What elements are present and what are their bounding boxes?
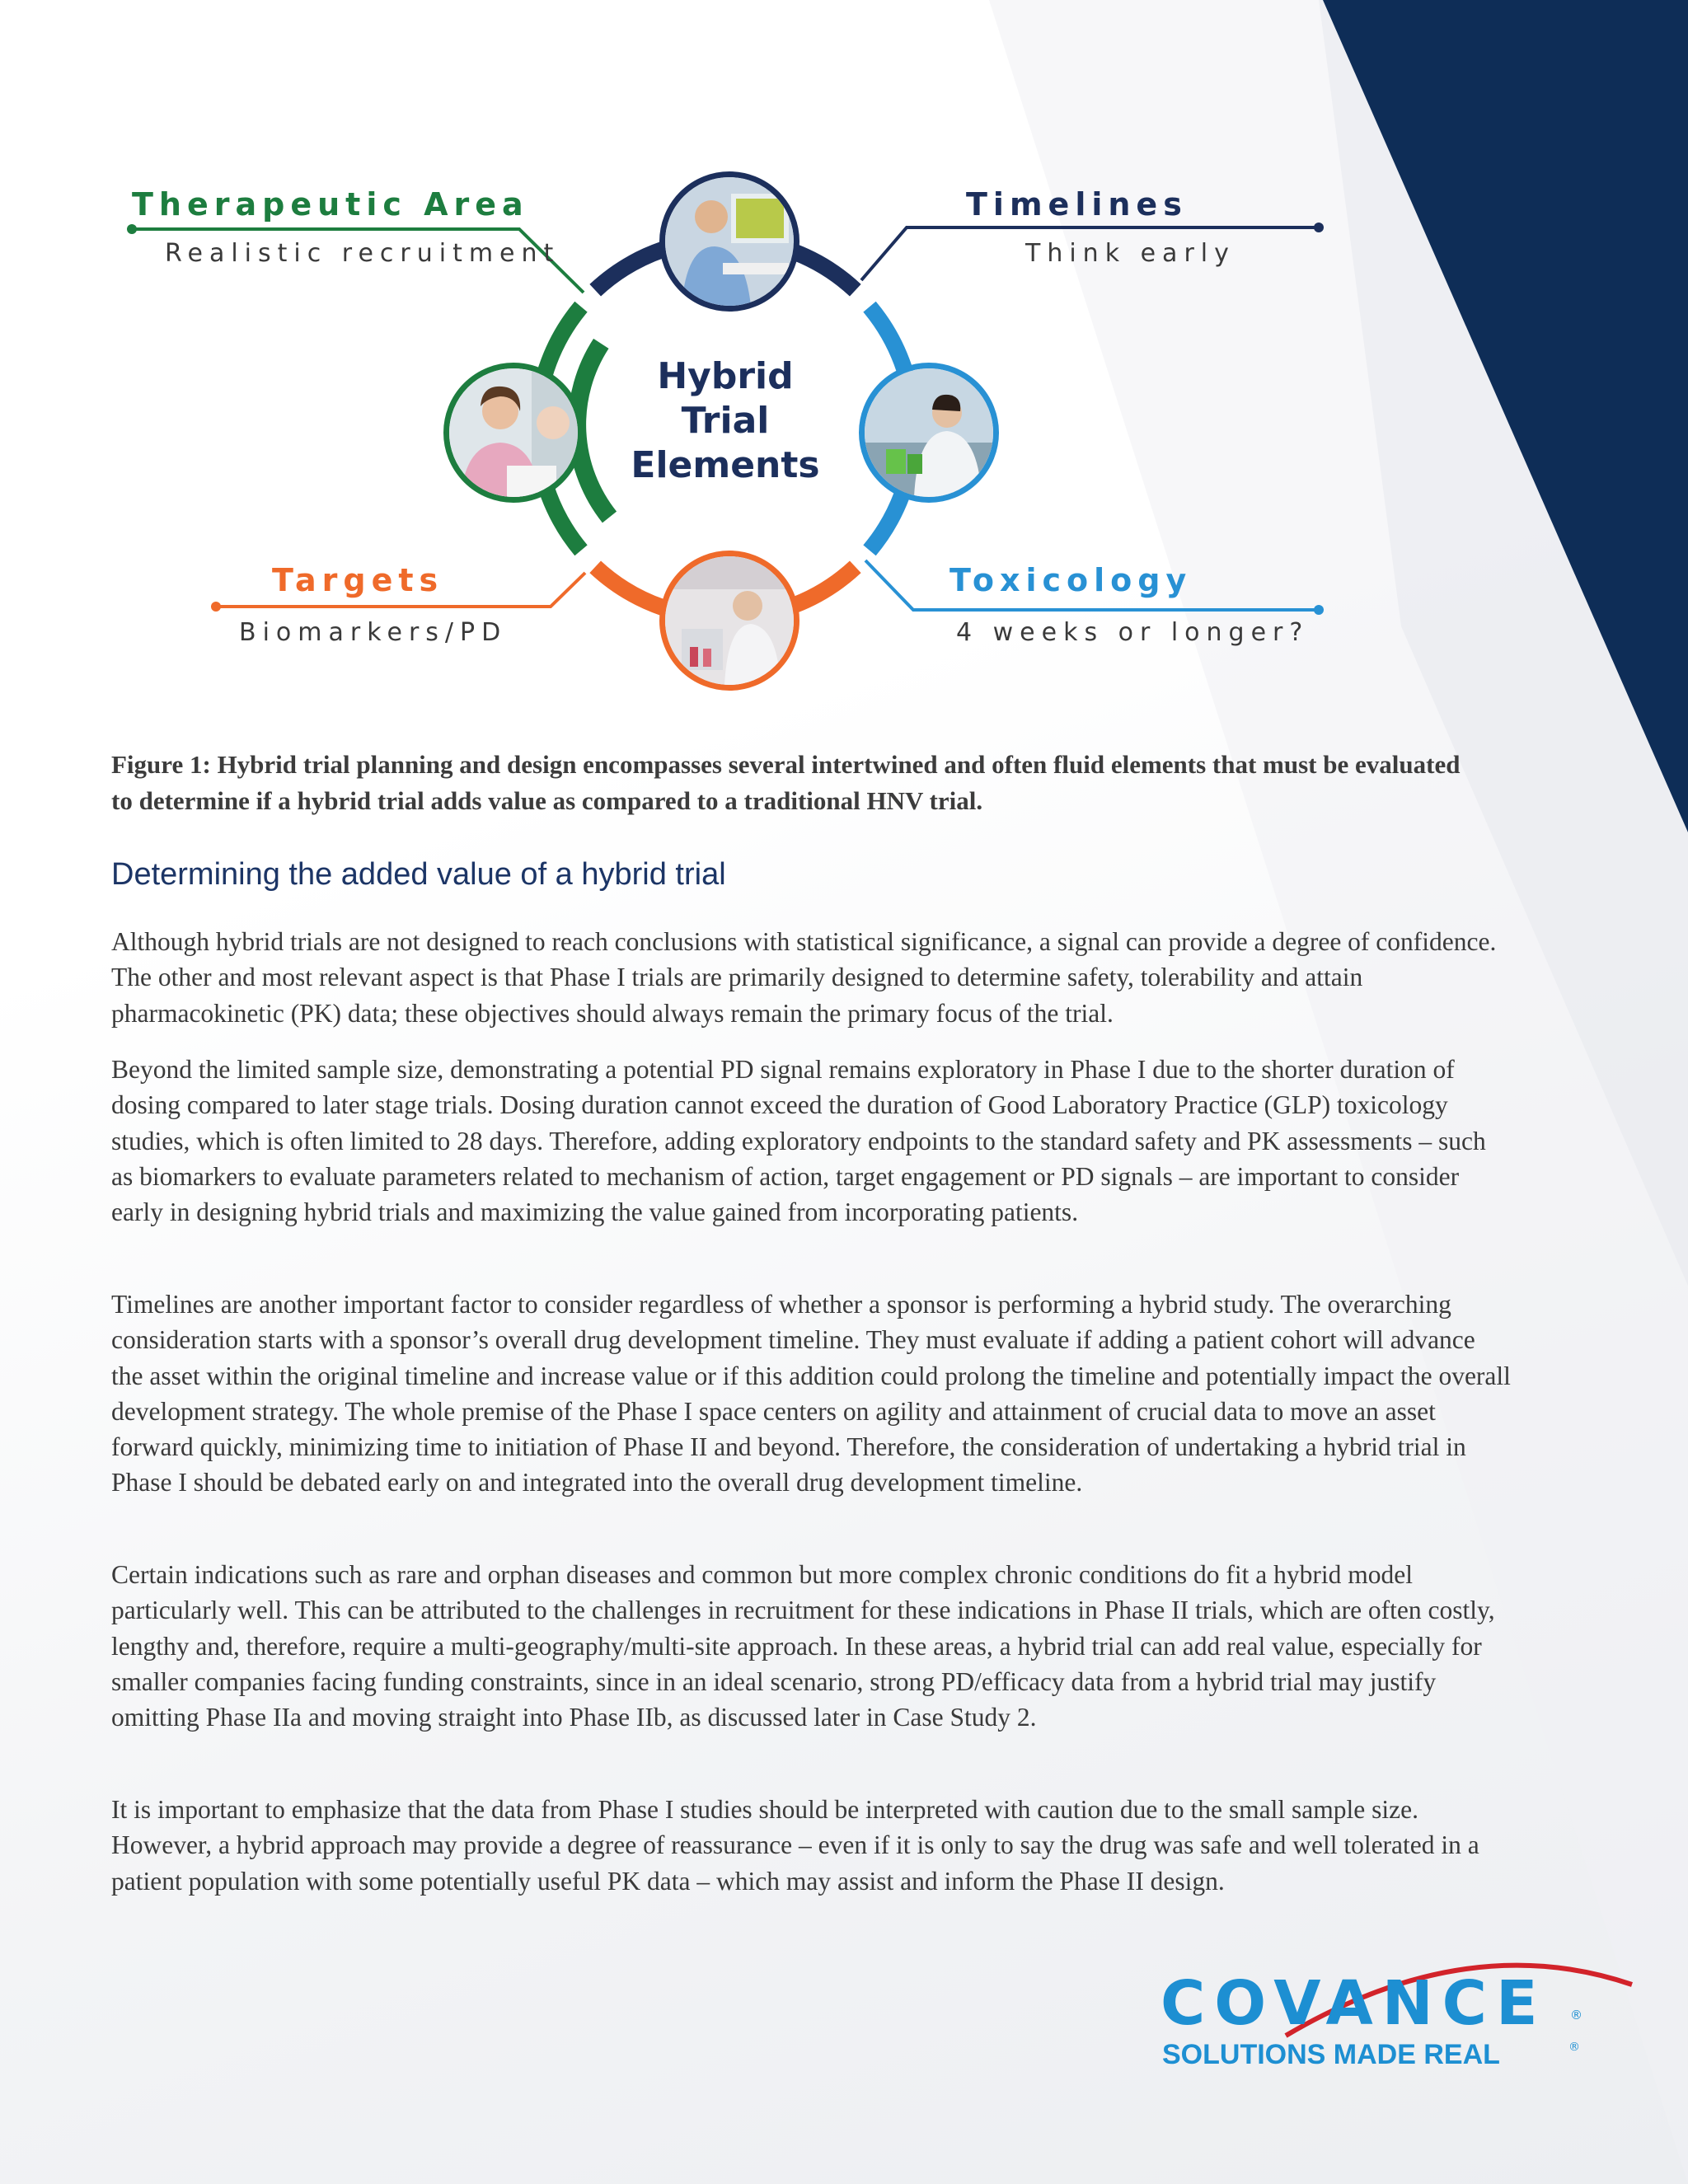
targets-subtitle: Biomarkers/PD [239,618,508,647]
logo-tagline-registered-mark: ® [1568,2041,1580,2054]
center-label-line-3: Elements [631,444,820,486]
targets-title: Targets [272,562,444,598]
toxicology-subtitle: 4 weeks or longer? [956,618,1310,647]
paragraph-5: It is important to emphasize that the data from Phase I studies should be interpreted with caution due to the small sample size. However, a hybrid approach may provide a degree of reassurance – even if it is only to say the drug was safe and well tolerated in a patient population with some potentially useful PK data – which may assist and inform the Phase II design. [111,1795,1479,1896]
paragraph-2: Beyond the limited sample size, demonstrating a potential PD signal remains exploratory in Phase I due to the shorter duration of dosing compared to later stage trials. Dosing duration cannot exceed the duration of Good Laboratory Practice (GLP) toxicology studies, which is often limited to 28 days. Therefore, adding exploratory endpoints to the standard safety and PK assessments – such as biomarkers to evaluate parameters related to mechanism of action, target engagement or PD signals – are important to consider early in designing hybrid trials and maximizing the value gained from incorporating patients. [111,1055,1486,1227]
therapeutic-area-subtitle: Realistic recruitment [165,239,560,268]
timelines-title: Timelines [966,186,1188,223]
toxicology-title: Toxicology [950,562,1193,598]
timelines-subtitle: Think early [1025,239,1236,268]
logo-tagline: SOLUTIONS MADE REAL [1162,2039,1500,2070]
paragraph-4: Certain indications such as rare and orphan diseases and common but more complex chronic conditions do fit a hybrid model particularly well. This can be attributed to the challenges in recruitment for these indications in Phase II trials, which are often costly, lengthy and, therefore, require a multi-geography/multi-site approach. In these areas, a hybrid trial can add real value, especially for smaller companies facing funding constraints, since in an ideal scenario, strong PD/efficacy data from a hybrid trial may justify omitting Phase IIa and moving straight into Phase IIb, as discussed later in Case Study 2. [111,1560,1495,1732]
center-label-line-1: Hybrid [657,355,794,397]
logo-registered-mark: ® [1570,2008,1582,2022]
section-heading: Determining the added value of a hybrid trial [111,857,726,892]
figure-caption: Figure 1: Hybrid trial planning and design encompasses several intertwined and often fluid elements that must be evaluated to determine if a hybrid trial adds value as compared to a traditional HNV trial. [111,750,1461,815]
center-label-line-2: Trial [681,400,770,442]
therapeutic-area-title: Therapeutic Area [132,186,529,223]
paragraph-1: Although hybrid trials are not designed to reach conclusions with statistical significance, a signal can provide a degree of confidence. The other and most relevant aspect is that Phase I trials are primarily designed to determine safety, tolerability and attain pharmacokinetic (PK) data; these objectives should always remain the primary focus of the trial. [111,927,1497,1028]
logo-wordmark: COVANCE [1160,1968,1547,2039]
paragraph-3: Timelines are another important factor to consider regardless of whether a sponsor is performing a hybrid study. The overarching consideration starts with a sponsor’s overall drug development timeline. They must evaluate if adding a patient cohort will advance the asset within the original timeline and increase value or if this addition could prolong the timeline and potentially impact the overall development strategy. The whole premise of the Phase I space centers on agility and attainment of crucial data to move an asset forward quickly, minimizing time to initiation of Phase II and beyond. Therefore, the consideration of undertaking a hybrid trial in Phase I should be debated early on and integrated into the overall drug development timeline. [111,1290,1511,1497]
